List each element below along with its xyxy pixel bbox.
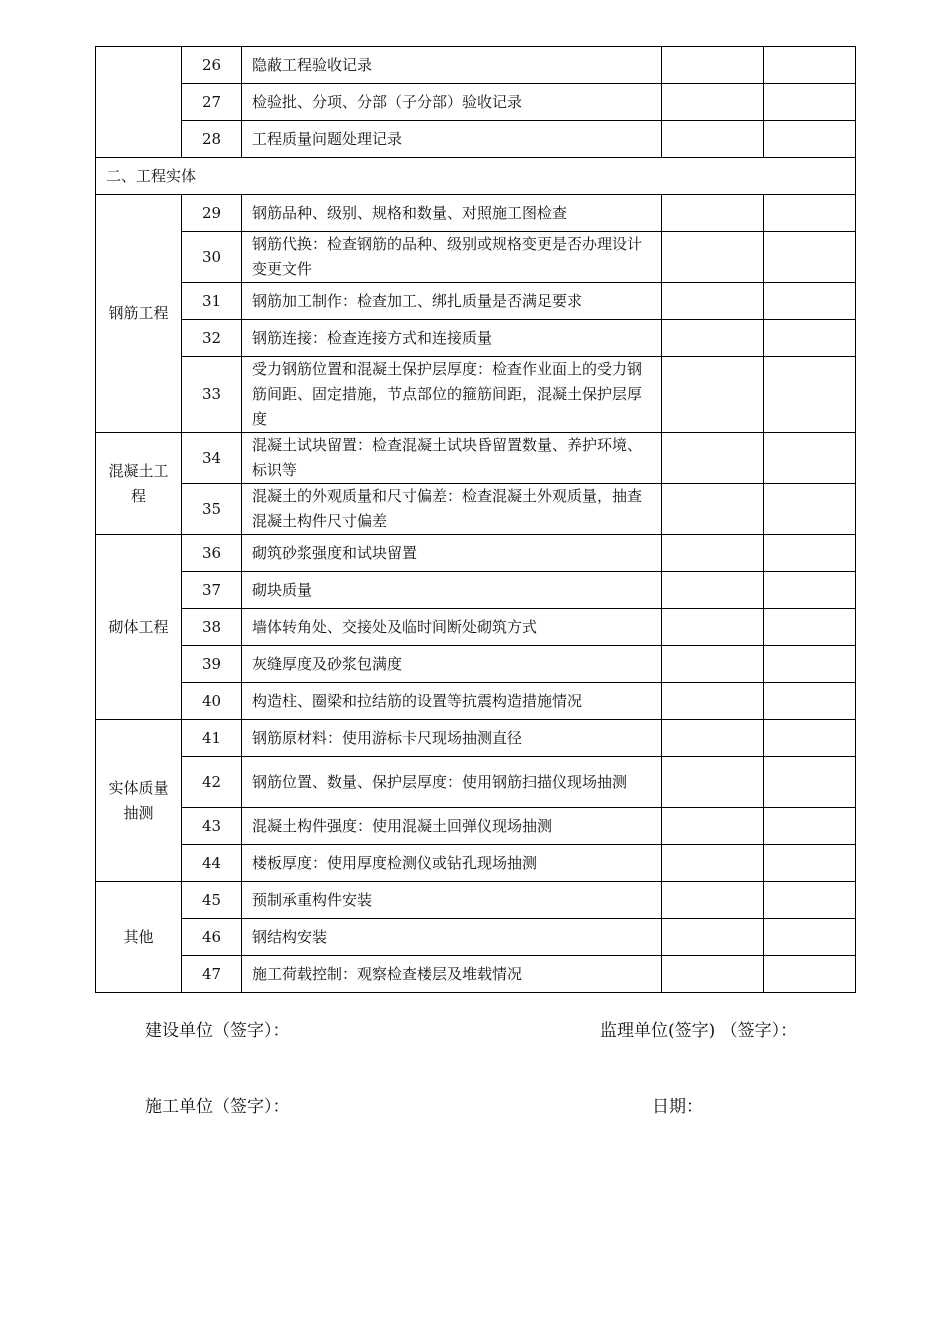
item-description: 混凝土构件强度：使用混凝土回弹仪现场抽测 <box>242 808 662 845</box>
item-description: 钢筋代换：检查钢筋的品种、级别或规格变更是否办理设计变更文件 <box>242 232 662 283</box>
result-cell <box>662 357 764 433</box>
category-cell-empty <box>96 47 182 158</box>
item-description: 灰缝厚度及砂浆包满度 <box>242 646 662 683</box>
table-row <box>96 683 856 720</box>
category-cell: 实体质量抽测 <box>96 720 182 882</box>
remark-cell <box>764 47 856 84</box>
inspection-checklist-table <box>95 46 856 993</box>
section-title: 二、工程实体 <box>96 158 856 195</box>
item-number: 31 <box>182 283 242 320</box>
table-row <box>96 609 856 646</box>
result-cell <box>662 646 764 683</box>
result-cell <box>662 720 764 757</box>
item-number: 36 <box>182 535 242 572</box>
category-cell: 砌体工程 <box>96 535 182 720</box>
category-cell: 其他 <box>96 882 182 993</box>
remark-cell <box>764 121 856 158</box>
remark-cell <box>764 572 856 609</box>
table-row <box>96 919 856 956</box>
item-number: 28 <box>182 121 242 158</box>
remark-cell <box>764 757 856 808</box>
item-number: 29 <box>182 195 242 232</box>
table-body <box>96 47 856 993</box>
item-description: 检验批、分项、分部（子分部）验收记录 <box>242 84 662 121</box>
table-row <box>96 845 856 882</box>
remark-cell <box>764 919 856 956</box>
remark-cell <box>764 535 856 572</box>
result-cell <box>662 845 764 882</box>
category-cell: 混凝土工程 <box>96 433 182 535</box>
item-description: 砌块质量 <box>242 572 662 609</box>
result-cell <box>662 433 764 484</box>
table-row <box>96 433 856 484</box>
item-number: 32 <box>182 320 242 357</box>
remark-cell <box>764 232 856 283</box>
item-description: 钢筋位置、数量、保护层厚度：使用钢筋扫描仪现场抽测 <box>242 757 662 808</box>
result-cell <box>662 609 764 646</box>
result-cell <box>662 195 764 232</box>
table-row <box>96 572 856 609</box>
item-description: 工程质量问题处理记录 <box>242 121 662 158</box>
table-row <box>96 757 856 808</box>
item-description: 钢筋原材料：使用游标卡尺现场抽测直径 <box>242 720 662 757</box>
item-number: 37 <box>182 572 242 609</box>
table-row <box>96 808 856 845</box>
table-row <box>96 535 856 572</box>
item-description: 墙体转角处、交接处及临时间断处砌筑方式 <box>242 609 662 646</box>
item-description: 钢筋连接：检查连接方式和连接质量 <box>242 320 662 357</box>
table-row <box>96 882 856 919</box>
result-cell <box>662 572 764 609</box>
remark-cell <box>764 484 856 535</box>
item-number: 35 <box>182 484 242 535</box>
result-cell <box>662 484 764 535</box>
item-number: 47 <box>182 956 242 993</box>
item-number: 39 <box>182 646 242 683</box>
result-cell <box>662 232 764 283</box>
remark-cell <box>764 195 856 232</box>
result-cell <box>662 535 764 572</box>
item-number: 30 <box>182 232 242 283</box>
item-number: 41 <box>182 720 242 757</box>
table-row <box>96 956 856 993</box>
remark-cell <box>764 609 856 646</box>
table-row <box>96 84 856 121</box>
remark-cell <box>764 808 856 845</box>
item-number: 46 <box>182 919 242 956</box>
supervision-unit-signature-label: 监理单位(签字) （签字）： <box>600 1021 798 1041</box>
item-description: 钢结构安装 <box>242 919 662 956</box>
remark-cell <box>764 357 856 433</box>
result-cell <box>662 121 764 158</box>
table-row <box>96 720 856 757</box>
table-row <box>96 121 856 158</box>
item-number: 26 <box>182 47 242 84</box>
item-number: 38 <box>182 609 242 646</box>
result-cell <box>662 283 764 320</box>
remark-cell <box>764 84 856 121</box>
result-cell <box>662 956 764 993</box>
item-description: 砌筑砂浆强度和试块留置 <box>242 535 662 572</box>
result-cell <box>662 320 764 357</box>
item-description: 预制承重构件安装 <box>242 882 662 919</box>
item-number: 34 <box>182 433 242 484</box>
item-number: 33 <box>182 357 242 433</box>
table-row <box>96 47 856 84</box>
result-cell <box>662 757 764 808</box>
item-description: 楼板厚度：使用厚度检测仪或钻孔现场抽测 <box>242 845 662 882</box>
item-description: 钢筋加工制作：检查加工、绑扎质量是否满足要求 <box>242 283 662 320</box>
result-cell <box>662 47 764 84</box>
remark-cell <box>764 433 856 484</box>
item-description: 构造柱、圈梁和拉结筋的设置等抗震构造措施情况 <box>242 683 662 720</box>
result-cell <box>662 683 764 720</box>
remark-cell <box>764 320 856 357</box>
table-row <box>96 283 856 320</box>
item-description: 施工荷载控制：观察检查楼层及堆载情况 <box>242 956 662 993</box>
construction-unit-signature-label: 建设单位（签字）： <box>145 1021 290 1041</box>
contractor-unit-signature-label: 施工单位（签字）： <box>145 1097 290 1117</box>
item-number: 40 <box>182 683 242 720</box>
table-row <box>96 195 856 232</box>
item-description: 隐蔽工程验收记录 <box>242 47 662 84</box>
table-row <box>96 484 856 535</box>
remark-cell <box>764 646 856 683</box>
remark-cell <box>764 845 856 882</box>
item-description: 混凝土试块留置：检查混凝土试块昏留置数量、养护环境、标识等 <box>242 433 662 484</box>
remark-cell <box>764 882 856 919</box>
result-cell <box>662 882 764 919</box>
item-description: 受力钢筋位置和混凝土保护层厚度：检查作业面上的受力钢筋间距、固定措施，节点部位的箍筋间距，混凝土保护层厚度 <box>242 357 662 433</box>
table-row <box>96 320 856 357</box>
category-cell: 钢筋工程 <box>96 195 182 433</box>
item-description: 混凝土的外观质量和尺寸偏差：检查混凝土外观质量，抽查混凝土构件尺寸偏差 <box>242 484 662 535</box>
item-number: 27 <box>182 84 242 121</box>
remark-cell <box>764 956 856 993</box>
result-cell <box>662 919 764 956</box>
item-number: 43 <box>182 808 242 845</box>
remark-cell <box>764 683 856 720</box>
result-cell <box>662 84 764 121</box>
item-number: 44 <box>182 845 242 882</box>
section-row <box>96 158 856 195</box>
table-row <box>96 357 856 433</box>
table-row <box>96 232 856 283</box>
table-row <box>96 646 856 683</box>
item-number: 42 <box>182 757 242 808</box>
item-description: 钢筋品种、级别、规格和数量、对照施工图检查 <box>242 195 662 232</box>
result-cell <box>662 808 764 845</box>
date-label: 日期： <box>652 1097 703 1117</box>
remark-cell <box>764 720 856 757</box>
remark-cell <box>764 283 856 320</box>
item-number: 45 <box>182 882 242 919</box>
